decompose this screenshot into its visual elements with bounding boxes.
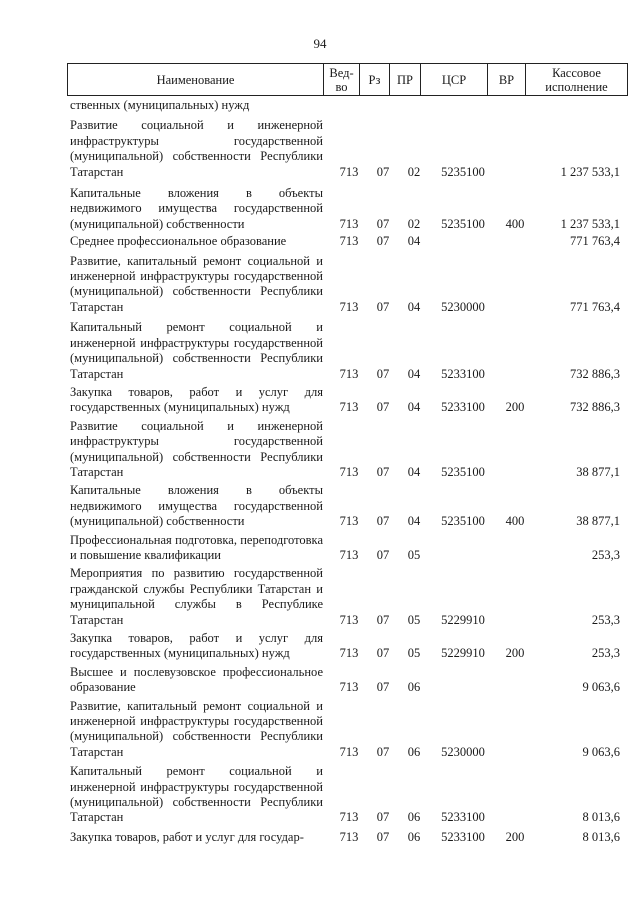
row-vr-cell: 200 — [505, 646, 525, 661]
row-sum-cell: 38 877,1 — [576, 464, 620, 479]
row-name-cell: Развитие социальной и инженерной инфраструктуры государственной (муниципальной) собственности Республики Татарстан — [70, 418, 323, 479]
row-rz-cell: 07 — [376, 810, 390, 825]
row-name-cell: Капитальный ремонт социальной и инженерной инфраструктуры государственной (муниципальной) собственности Республики Татарстан — [70, 320, 323, 381]
col-header-ved: Вед- во — [324, 64, 360, 96]
row-rz-cell: 07 — [376, 680, 390, 695]
row-pr-cell: 02 — [407, 164, 421, 179]
row-ved-cell: 713 — [339, 547, 359, 562]
row-pr-cell: 05 — [407, 547, 421, 562]
row-sum-cell: 732 886,3 — [570, 400, 620, 415]
row-pr-cell: 04 — [407, 299, 421, 314]
row-csr-cell: 5229910 — [441, 612, 485, 627]
row-ved-cell: 713 — [339, 514, 359, 529]
row-csr-cell: 5233100 — [441, 829, 485, 844]
row-ved-cell: 713 — [339, 216, 359, 231]
table-row — [70, 234, 630, 249]
row-name-cell: Капитальные вложения в объекты недвижимого имущества государственной (муниципальной) собственности — [70, 186, 323, 231]
row-name-cell: Закупка товаров, работ и услуг для государственных (муниципальных) нужд — [70, 384, 323, 415]
row-sum-cell: 253,3 — [591, 547, 620, 562]
row-csr-cell: 5233100 — [441, 810, 485, 825]
table-row — [70, 98, 630, 113]
row-sum-cell: 9 063,6 — [582, 680, 620, 695]
row-name-cell: Капитальные вложения в объекты недвижимого имущества государственной (муниципальной) собственности — [70, 483, 323, 529]
row-pr-cell: 06 — [407, 744, 421, 759]
table-row — [70, 419, 630, 481]
table-row — [70, 566, 630, 628]
row-csr-cell: 5230000 — [441, 299, 485, 314]
row-sum-cell: 9 063,6 — [582, 744, 620, 759]
row-csr-cell: 5230000 — [441, 744, 485, 759]
row-pr-cell: 04 — [407, 514, 421, 529]
table-row — [70, 631, 630, 662]
row-ved-cell: 713 — [339, 646, 359, 661]
col-header-csr: ЦСР — [421, 64, 488, 96]
table-row — [70, 764, 630, 826]
row-pr-cell: 04 — [407, 234, 421, 249]
row-name-cell: Развитие, капитальный ремонт социальной и инженерной инфраструктуры государственной (муниципальной) собственности Республики Татарстан — [70, 253, 323, 314]
row-pr-cell: 05 — [407, 646, 421, 661]
row-ved-cell: 713 — [339, 366, 359, 381]
row-csr-cell: 5235100 — [441, 514, 485, 529]
row-pr-cell: 04 — [407, 464, 421, 479]
row-name-cell: Среднее профессиональное образование — [70, 234, 287, 249]
col-header-pr: ПР — [390, 64, 421, 96]
row-rz-cell: 07 — [376, 744, 390, 759]
row-sum-cell: 38 877,1 — [576, 514, 620, 529]
row-name-cell: Высшее и послевузовское профессиональное образование — [70, 664, 323, 695]
row-name-cell: Развитие, капитальный ремонт социальной и инженерной инфраструктуры государственной (муниципальной) собственности Республики Татарстан — [70, 698, 323, 759]
row-ved-cell: 713 — [339, 829, 359, 844]
row-ved-cell: 713 — [339, 612, 359, 627]
row-pr-cell: 06 — [407, 810, 421, 825]
row-csr-cell: 5235100 — [441, 164, 485, 179]
table-row — [70, 533, 630, 564]
col-header-name: Наименование — [68, 64, 324, 96]
row-name-cell: Профессиональная подготовка, переподготовка и повышение квалификации — [70, 532, 323, 562]
row-ved-cell: 713 — [339, 164, 359, 179]
row-pr-cell: 05 — [407, 612, 421, 627]
row-ved-cell: 713 — [339, 299, 359, 314]
row-pr-cell: 02 — [407, 216, 421, 231]
table-row — [70, 385, 630, 416]
col-header-rz: Рз — [360, 64, 390, 96]
row-rz-cell: 07 — [376, 400, 390, 415]
row-pr-cell: 04 — [407, 366, 421, 381]
row-sum-cell: 253,3 — [591, 646, 620, 661]
row-ved-cell: 713 — [339, 400, 359, 415]
col-header-vr: ВР — [488, 64, 526, 96]
table-row — [70, 320, 630, 382]
table-row — [70, 483, 630, 529]
row-rz-cell: 07 — [376, 299, 390, 314]
row-name-cell: Развитие социальной и инженерной инфраструктуры государственной (муниципальной) собственности Республики Татарстан — [70, 118, 323, 179]
table-row — [70, 665, 630, 696]
row-sum-cell: 1 237 533,1 — [560, 164, 620, 179]
row-name-cell: Мероприятия по развитию государственной гражданской службы Республики Татарстан и муниципальной службы в Республике Татарстан — [70, 566, 323, 627]
page-number: 94 — [313, 36, 327, 51]
row-rz-cell: 07 — [376, 164, 390, 179]
row-csr-cell: 5233100 — [441, 400, 485, 415]
table-row — [70, 699, 630, 761]
row-vr-cell: 200 — [505, 400, 525, 415]
row-csr-cell: 5235100 — [441, 464, 485, 479]
row-ved-cell: 713 — [339, 680, 359, 695]
row-csr-cell: 5235100 — [441, 216, 485, 231]
row-sum-cell: 771 763,4 — [570, 234, 620, 249]
table-row — [70, 186, 630, 232]
row-ved-cell: 713 — [339, 810, 359, 825]
row-name-cell: Закупка товаров, работ и услуг для государственных (муниципальных) нужд — [70, 631, 323, 661]
row-ved-cell: 713 — [339, 234, 359, 249]
row-name-cell: ственных (муниципальных) нужд — [70, 98, 250, 112]
row-rz-cell: 07 — [376, 366, 390, 381]
row-vr-cell: 400 — [505, 216, 525, 231]
row-name-cell: Закупка товаров, работ и услуг для государ- — [70, 829, 304, 844]
table-row — [70, 118, 630, 180]
row-rz-cell: 07 — [376, 216, 390, 231]
row-pr-cell: 06 — [407, 680, 421, 695]
row-sum-cell: 8 013,6 — [582, 810, 620, 825]
row-pr-cell: 04 — [407, 400, 421, 415]
row-vr-cell: 400 — [505, 514, 525, 529]
row-csr-cell: 5229910 — [441, 646, 485, 661]
row-rz-cell: 07 — [376, 829, 390, 844]
table-row — [70, 254, 630, 316]
col-header-sum: Кассовое исполнение — [526, 64, 628, 96]
row-rz-cell: 07 — [376, 612, 390, 627]
row-rz-cell: 07 — [376, 514, 390, 529]
row-sum-cell: 253,3 — [591, 612, 620, 627]
row-rz-cell: 07 — [376, 464, 390, 479]
table-body — [70, 95, 630, 845]
row-ved-cell: 713 — [339, 464, 359, 479]
row-sum-cell: 771 763,4 — [570, 299, 620, 314]
table-row — [70, 830, 630, 845]
row-sum-cell: 732 886,3 — [570, 366, 620, 381]
row-pr-cell: 06 — [407, 829, 421, 844]
row-sum-cell: 8 013,6 — [582, 829, 620, 844]
row-rz-cell: 07 — [376, 547, 390, 562]
table-header — [67, 63, 628, 96]
row-rz-cell: 07 — [376, 234, 390, 249]
row-vr-cell: 200 — [505, 829, 525, 844]
row-name-cell: Капитальный ремонт социальной и инженерной инфраструктуры государственной (муниципальной) собственности Республики Татарстан — [70, 764, 323, 825]
row-csr-cell: 5233100 — [441, 366, 485, 381]
row-sum-cell: 1 237 533,1 — [560, 216, 620, 231]
row-ved-cell: 713 — [339, 744, 359, 759]
row-rz-cell: 07 — [376, 646, 390, 661]
